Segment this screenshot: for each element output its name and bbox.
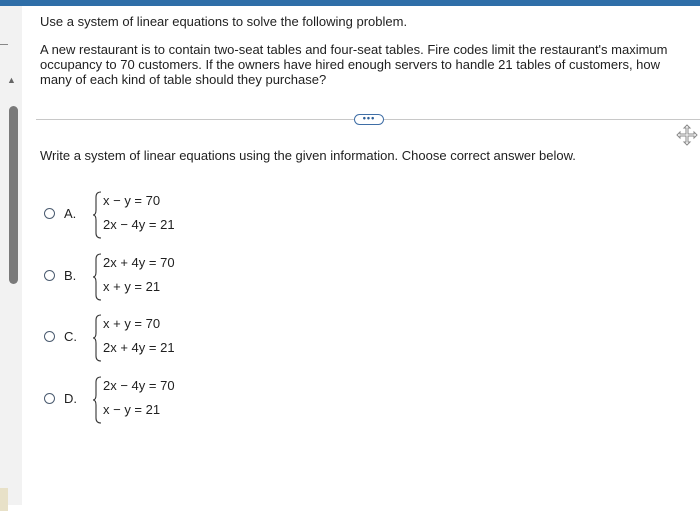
question-instruction: Use a system of linear equations to solve the following problem. — [40, 14, 408, 29]
radio-icon[interactable] — [44, 270, 55, 281]
equation-1: 2x − 4y = 70 — [103, 378, 175, 393]
choice-c[interactable] — [42, 313, 342, 363]
brace-icon — [92, 375, 102, 425]
equation-2: 2x + 4y = 21 — [103, 340, 175, 355]
choice-letter: A. — [64, 206, 77, 221]
equation-2: x − y = 21 — [103, 402, 161, 417]
problem-text: A new restaurant is to contain two-seat tables and four-seat tables. Fire codes limit the restaurant's maximum occupancy to 70 customers. If the owners have hired enough servers to handle 21 tables of customers, how many of each kind of table should they purchase? — [40, 42, 668, 87]
brace-icon — [92, 313, 102, 363]
equation-2: x + y = 21 — [103, 279, 161, 294]
scrollbar-thumb[interactable] — [9, 106, 18, 284]
equation-1: x + y = 70 — [103, 316, 161, 331]
top-accent-bar — [0, 0, 700, 6]
choice-b[interactable] — [42, 252, 342, 302]
radio-icon[interactable] — [44, 208, 55, 219]
choice-a[interactable] — [42, 190, 342, 240]
left-panel — [0, 6, 22, 505]
move-icon[interactable] — [676, 124, 698, 146]
equation-1: 2x + 4y = 70 — [103, 255, 175, 270]
equation-2: 2x − 4y = 21 — [103, 217, 175, 232]
radio-icon[interactable] — [44, 331, 55, 342]
choice-letter: D. — [64, 391, 77, 406]
more-button[interactable] — [354, 114, 384, 125]
choice-letter: B. — [64, 268, 77, 283]
radio-icon[interactable] — [44, 393, 55, 404]
brace-icon — [92, 252, 102, 302]
equation-1: x − y = 70 — [103, 193, 161, 208]
brace-icon — [92, 190, 102, 240]
gutter-bottom-tab — [0, 488, 8, 511]
choice-letter: C. — [64, 329, 77, 344]
gutter-tick — [0, 44, 8, 45]
choice-d[interactable] — [42, 375, 342, 425]
more-icon: ••• — [362, 113, 376, 123]
question-prompt: Write a system of linear equations using the given information. Choose correct answer below. — [40, 148, 576, 163]
collapse-arrow-icon[interactable]: ▲ — [7, 75, 16, 85]
